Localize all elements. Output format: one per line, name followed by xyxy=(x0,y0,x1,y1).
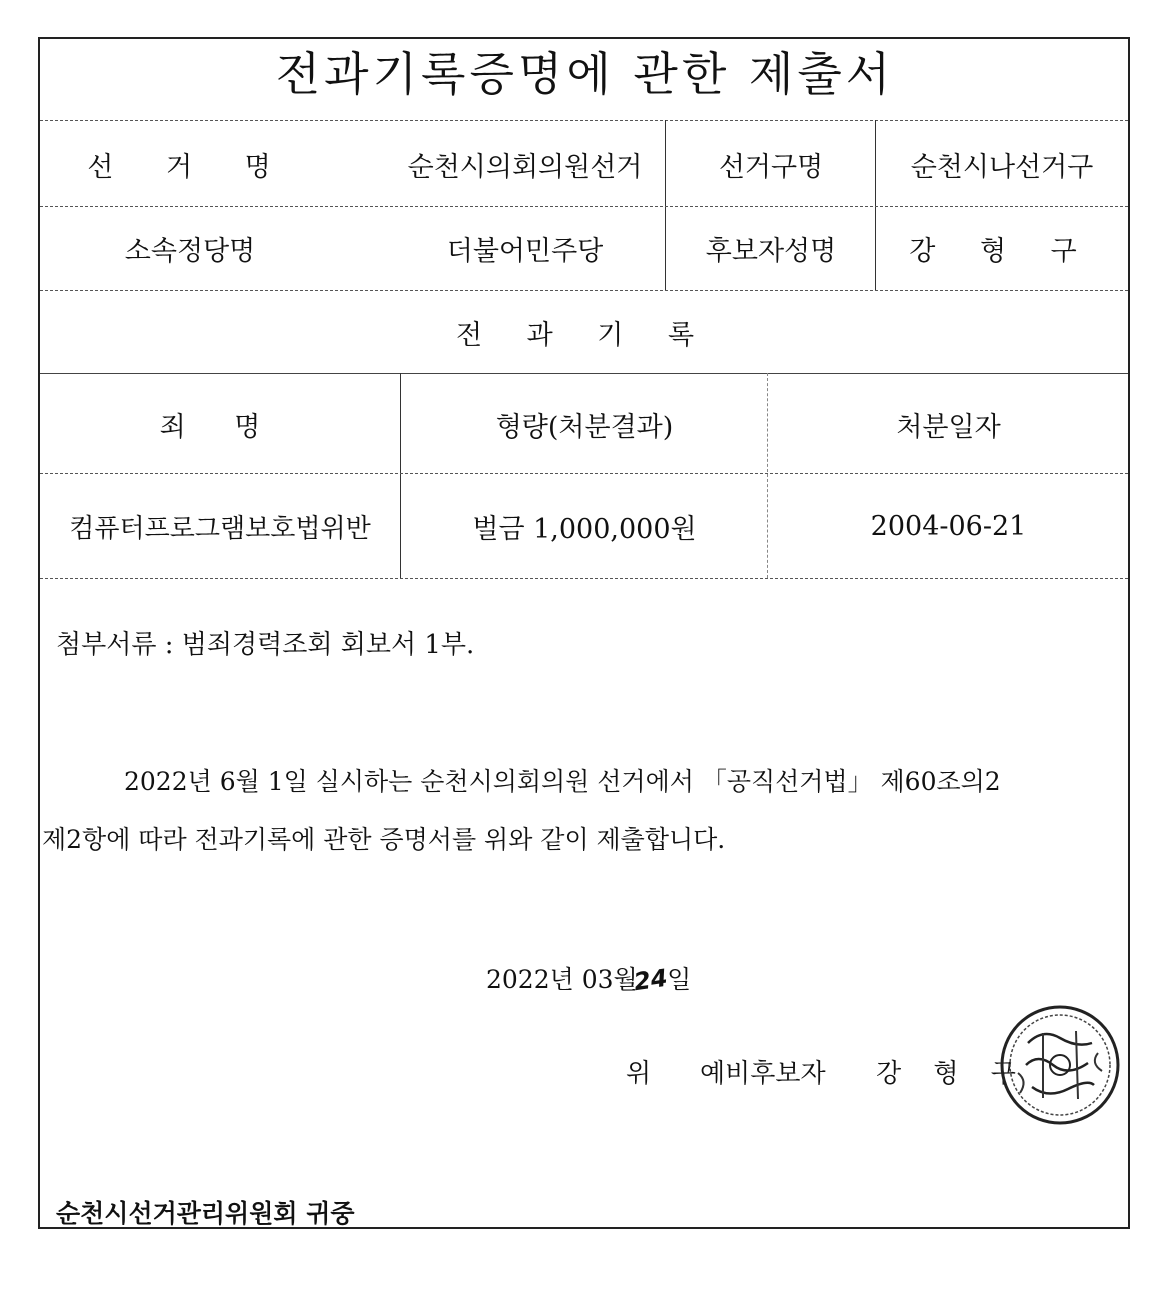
col-header-offense: 죄 명 xyxy=(159,411,281,443)
election-name-label: 선 거 명 xyxy=(87,151,293,183)
submission-date xyxy=(486,960,691,996)
party-value: 더불어민주당 xyxy=(446,236,604,267)
body-line-2: 제2항에 따라 전과기록에 관한 증명서를 위와 같이 제출합니다. xyxy=(42,825,726,854)
date-printed: 2022년 03월 xyxy=(486,965,638,994)
recipient: 순천시선거관리위원회 귀중 xyxy=(56,1199,355,1228)
official-seal-stamp xyxy=(998,1003,1122,1127)
record-bottom-line xyxy=(40,578,1128,579)
party-label: 소속정당명 xyxy=(124,236,256,267)
district-value: 순천시나선거구 xyxy=(910,151,1094,183)
record-header-line xyxy=(40,373,1128,374)
document-title: 전과기록증명에 관한 제출서 xyxy=(275,47,895,101)
signer-name: 강 형 구 xyxy=(876,1059,1028,1089)
row-date: 2004-06-21 xyxy=(870,511,1027,542)
signer-prefix: 위 xyxy=(626,1059,652,1089)
date-handwritten-day: 24 xyxy=(631,963,669,997)
election-name-value: 순천시의회의원선거 xyxy=(407,151,643,183)
record-divider-1 xyxy=(400,373,401,578)
record-heading: 전 과 기 록 xyxy=(455,319,713,351)
signer-role: 예비후보자 xyxy=(700,1059,826,1089)
row-sentence: 벌금 1,000,000원 xyxy=(472,514,697,545)
district-label: 선거구명 xyxy=(718,151,824,183)
divider-right xyxy=(875,120,876,290)
date-suffix: 일 xyxy=(667,965,692,994)
record-divider-2 xyxy=(767,373,768,578)
table-top-line xyxy=(40,120,1128,121)
row-offense: 컴퓨터프로그램보호법위반 xyxy=(69,514,371,544)
row-divider-2 xyxy=(40,290,1128,291)
col-header-date: 처분일자 xyxy=(896,411,1001,443)
candidate-label: 후보자성명 xyxy=(705,236,837,267)
candidate-value: 강 형 구 xyxy=(909,236,1095,267)
record-row-line xyxy=(40,473,1128,474)
body-line-1: 2022년 6월 1일 실시하는 순천시의회의원 선거에서 「공직선거법」 제60조의2 xyxy=(124,767,1001,796)
col-header-sentence: 형량(처분결과) xyxy=(495,411,674,443)
attachment-line: 첨부서류 : 범죄경력조회 회보서 1부. xyxy=(56,630,475,660)
